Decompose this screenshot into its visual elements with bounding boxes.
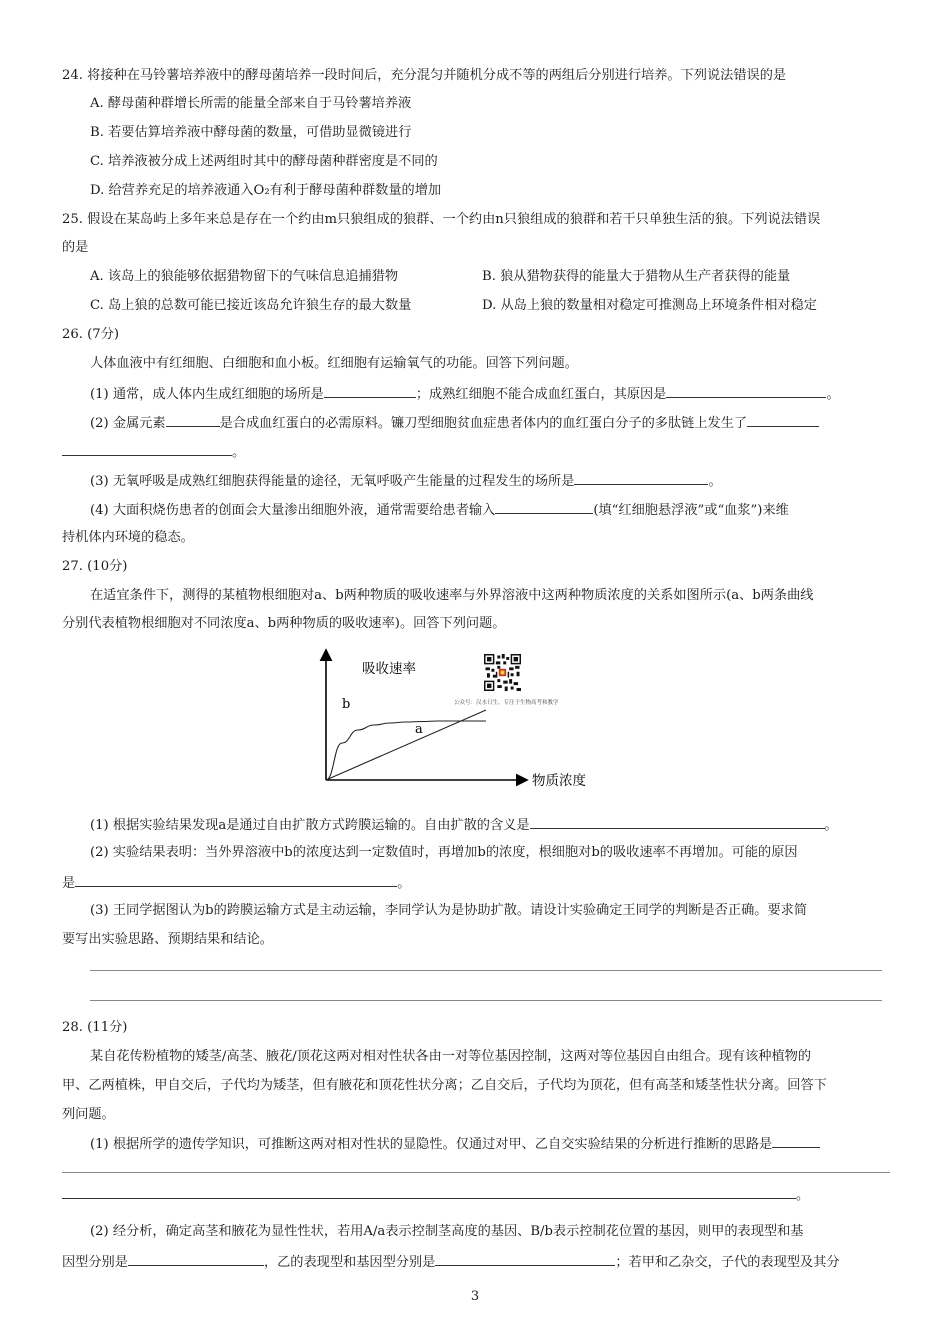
- q27-part2-text-b: 是: [62, 876, 76, 891]
- q28-part1: [90, 1134, 820, 1154]
- q25-stem-line1: 25. 假设在某岛屿上多年来总是存在一个约由m只狼组成的狼群、一个约由n只狼组成的狼群和若干只单独生活的狼。下列说法错误: [62, 212, 821, 227]
- q26-part2-text-a: (2) 金属元素: [90, 416, 166, 431]
- answer-line[interactable]: [90, 970, 882, 971]
- q27-intro-line1: 在适宜条件下，测得的某植物根细胞对a、b两种物质的吸收速率与外界溶液中这两种物质浓度的关系如图所示(a、b两条曲线: [90, 588, 814, 603]
- q27-part2-text-c: 。: [397, 876, 411, 891]
- answer-blank[interactable]: [166, 413, 220, 427]
- q25-option-b: B. 狼从猎物获得的能量大于猎物从生产者获得的能量: [482, 269, 791, 284]
- q27-part2-cont: [62, 873, 410, 893]
- q28-part1-text-a: (1) 根据所学的遗传学知识，可推断这两对相对性状的显隐性。仅通过对甲、乙自交实验结果的分析进行推断的思路是: [90, 1137, 773, 1152]
- q28-intro-line2: 甲、乙两植株，甲自交后，子代均为矮茎，但有腋花和顶花性状分离；乙自交后，子代均为顶花，但有高茎和矮茎性状分离。回答下: [62, 1078, 827, 1093]
- q28-part1-cont: [62, 1185, 809, 1205]
- q26-part1-text-c: 。: [826, 387, 840, 402]
- answer-line[interactable]: [62, 1172, 890, 1173]
- answer-blank[interactable]: [324, 384, 416, 398]
- q28-part2-line2: [62, 1252, 840, 1272]
- answer-line[interactable]: [90, 1000, 882, 1001]
- answer-blank[interactable]: [747, 413, 819, 427]
- answer-blank[interactable]: [62, 442, 232, 456]
- q28-header: 28. (11分): [62, 1020, 128, 1035]
- q26-part2-text-c: 。: [232, 445, 246, 460]
- answer-blank[interactable]: [75, 873, 397, 887]
- q25-stem-line2: 的是: [62, 240, 89, 255]
- q27-header: 27. (10分): [62, 559, 128, 574]
- q26-intro: 人体血液中有红细胞、白细胞和血小板。红细胞有运输氧气的功能。回答下列问题。: [90, 356, 578, 371]
- answer-blank[interactable]: [772, 1134, 820, 1148]
- q25-option-a: A. 该岛上的狼能够依据猎物留下的气味信息追捕猎物: [90, 269, 399, 284]
- q27-part1: [90, 815, 838, 835]
- q28-intro-line3: 列问题。: [62, 1107, 115, 1122]
- q26-part1: [90, 384, 840, 404]
- q26-part1-text-b: ；成熟红细胞不能合成血红蛋白，其原因是: [415, 387, 667, 402]
- q27-part3-line1: (3) 王同学据图认为b的跨膜运输方式是主动运输，李同学认为是协助扩散。请设计实验确定王同学的判断是否正确。要求简: [90, 903, 808, 918]
- q27-part1-text-a: (1) 根据实验结果发现a是通过自由扩散方式跨膜运输的。自由扩散的含义是: [90, 818, 530, 833]
- absorption-rate-chart: [280, 645, 600, 795]
- q28-part2-line1: (2) 经分析，确定高茎和腋花为显性性状，若用A/a表示控制茎高度的基因、B/b表示控制花位置的基因，则甲的表现型和基: [90, 1224, 804, 1239]
- q27-part1-text-b: 。: [824, 818, 838, 833]
- q26-part4-text-b: (填“红细胞悬浮液”或“血浆”)来维: [593, 503, 789, 518]
- q24-option-a: A. 酵母菌种群增长所需的能量全部来自于马铃薯培养液: [90, 96, 412, 111]
- q27-intro-line2: 分别代表植物根细胞对不同浓度a、b两种物质的吸收速率)。回答下列问题。: [62, 616, 506, 631]
- q26-part2: [90, 413, 819, 433]
- answer-blank[interactable]: [666, 384, 826, 398]
- q26-part4-text-a: (4) 大面积烧伤患者的创面会大量渗出细胞外液，通常需要给患者输入: [90, 503, 496, 518]
- q26-part4-cont: 持机体内环境的稳态。: [62, 530, 194, 545]
- q28-part1-text-b: 。: [796, 1188, 810, 1203]
- x-axis-label: 物质浓度: [532, 773, 586, 789]
- q26-part3: [90, 471, 722, 491]
- q26-part3-text-a: (3) 无氧呼吸是成熟红细胞获得能量的途径，无氧呼吸产生能量的过程发生的场所是: [90, 474, 575, 489]
- q24-option-c: C. 培养液被分成上述两组时其中的酵母菌种群密度是不同的: [90, 154, 438, 169]
- q26-header: 26. (7分): [62, 327, 120, 342]
- q24-option-d: D. 给营养充足的培养液通入O₂有利于酵母菌种群数量的增加: [90, 183, 442, 198]
- q25-option-d: D. 从岛上狼的数量相对稳定可推测岛上环境条件相对稳定: [482, 298, 817, 313]
- q28-intro-line1: 某自花传粉植物的矮茎/高茎、腋花/顶花这两对相对性状各由一对等位基因控制，这两对等位基因自由组合。现有该种植物的: [90, 1049, 812, 1064]
- answer-blank[interactable]: [128, 1252, 264, 1266]
- q27-part3-line2: 要写出实验思路、预期结果和结论。: [62, 932, 273, 947]
- q28-part2-text-d: ；若甲和乙杂交，子代的表现型及其分: [615, 1255, 840, 1270]
- q26-part1-text-a: (1) 通常，成人体内生成红细胞的场所是: [90, 387, 324, 402]
- answer-blank[interactable]: [435, 1252, 615, 1266]
- q26-part3-text-b: 。: [708, 474, 722, 489]
- answer-blank[interactable]: [530, 815, 825, 829]
- q24-option-b: B. 若要估算培养液中酵母菌的数量，可借助显微镜进行: [90, 125, 412, 140]
- q24-stem: 24. 将接种在马铃薯培养液中的酵母菌培养一段时间后，充分混匀并随机分成不等的两组后分别进行培养。下列说法错误的是: [62, 68, 787, 83]
- qr-code-watermark: [484, 654, 521, 691]
- q26-part4: [90, 500, 789, 520]
- answer-blank[interactable]: [495, 500, 593, 514]
- y-axis-label: 吸收速率: [362, 661, 416, 677]
- q25-option-c: C. 岛上狼的总数可能已接近该岛允许狼生存的最大数量: [90, 298, 412, 313]
- answer-blank[interactable]: [62, 1185, 796, 1199]
- q26-part2-cont: [62, 442, 245, 462]
- series-b-line: [326, 721, 486, 780]
- series-b-label: b: [342, 697, 351, 712]
- q28-part2-text-c: ，乙的表现型和基因型分别是: [263, 1255, 436, 1270]
- q27-part2: (2) 实验结果表明：当外界溶液中b的浓度达到一定数值时，再增加b的浓度，根细胞对b的吸收速率不再增加。可能的原因: [90, 845, 798, 860]
- page-number: 3: [470, 1289, 480, 1304]
- q26-part2-text-b: 是合成血红蛋白的必需原料。镰刀型细胞贫血症患者体内的血红蛋白分子的多肽链上发生了: [219, 416, 748, 431]
- q28-part2-text-b: 因型分别是: [62, 1255, 128, 1270]
- series-a-label: a: [415, 722, 423, 737]
- watermark-caption: 公众号：汉水日生，专注于生物高考和教学: [454, 700, 559, 706]
- answer-blank[interactable]: [574, 471, 708, 485]
